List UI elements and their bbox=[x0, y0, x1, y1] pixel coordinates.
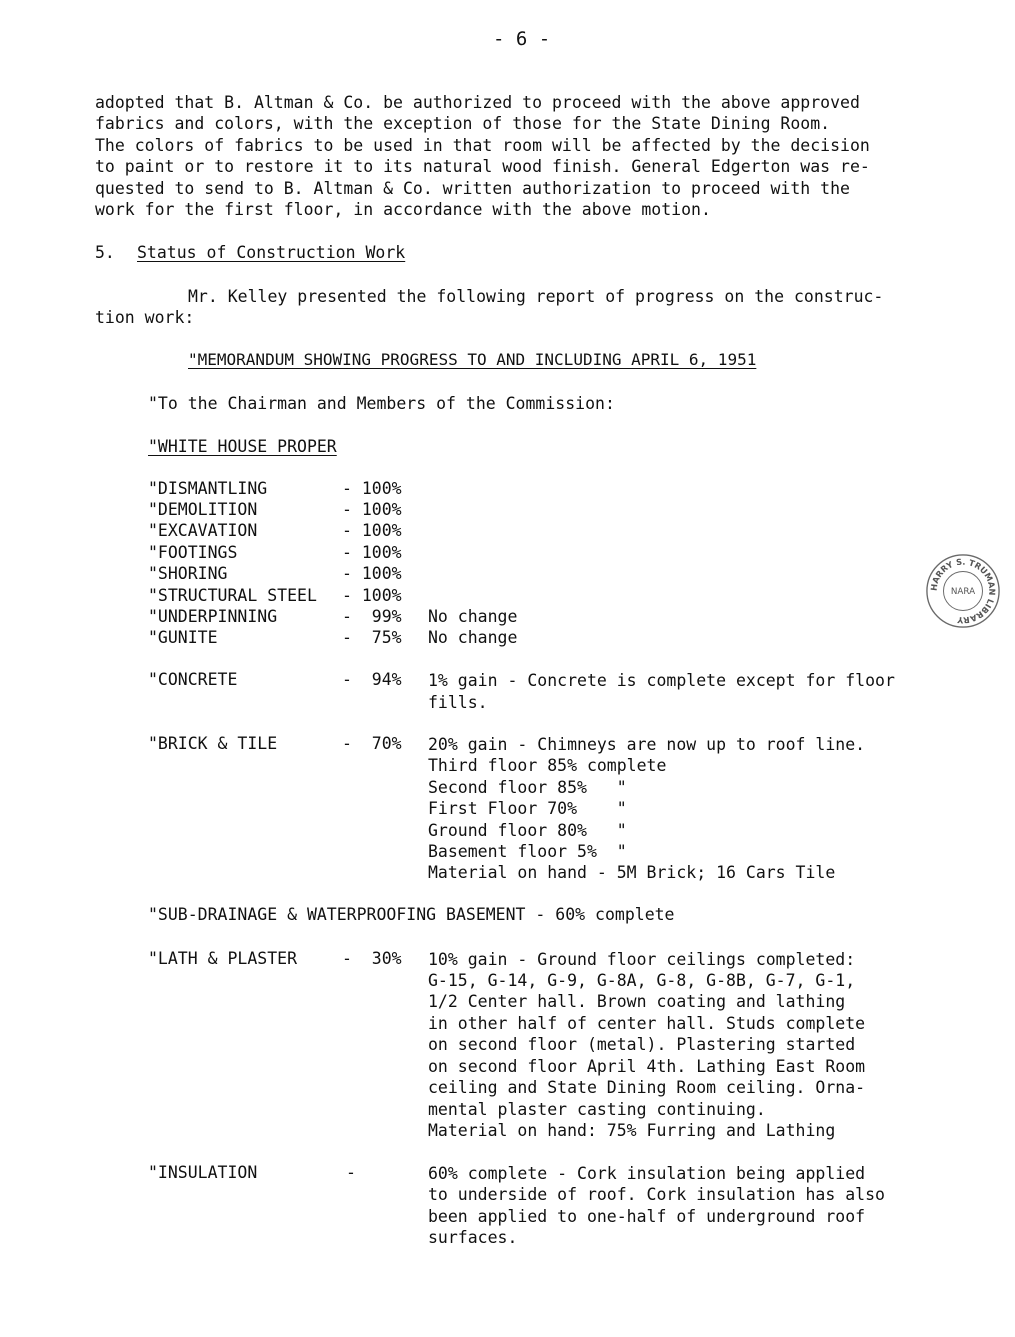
item-label: "EXCAVATION bbox=[148, 521, 258, 540]
insulation-percent: - bbox=[346, 1163, 356, 1182]
brick-note-line: 20% gain - Chimneys are now up to roof line. bbox=[428, 735, 866, 754]
brick-note-line: Second floor 85% " bbox=[428, 778, 627, 797]
lath-note-line: G-15, G-14, G-9, G-8A, G-8, G-8B, G-7, G-1, bbox=[428, 971, 856, 990]
item-percent: - 100% bbox=[342, 521, 402, 540]
salutation: "To the Chairman and Members of the Commission: bbox=[148, 394, 615, 413]
section-number: 5. bbox=[95, 243, 115, 262]
concrete-note-line: 1% gain - Concrete is complete except for floor bbox=[428, 671, 895, 690]
intro-line: work for the first floor, in accordance with the above motion. bbox=[95, 200, 711, 219]
brick-note-line: Ground floor 80% " bbox=[428, 821, 627, 840]
insulation-note-line: 60% complete - Cork insulation being applied bbox=[428, 1164, 866, 1183]
insulation-label: "INSULATION bbox=[148, 1163, 258, 1182]
stamp-ring-text: HARRY S. TRUMAN LIBRARY bbox=[928, 556, 998, 626]
insulation-note-line: been applied to one-half of underground roof bbox=[428, 1207, 866, 1226]
item-percent: - 75% bbox=[342, 628, 402, 647]
concrete-label: "CONCRETE bbox=[148, 670, 238, 689]
item-label: "SHORING bbox=[148, 564, 228, 583]
item-percent: - 100% bbox=[342, 564, 402, 583]
brick-percent: - 70% bbox=[342, 734, 402, 753]
lath-note-line: Material on hand: 75% Furring and Lathing bbox=[428, 1121, 836, 1140]
section-title: Status of Construction Work bbox=[137, 243, 406, 262]
intro-line: The colors of fabrics to be used in that room will be affected by the decision bbox=[95, 136, 870, 155]
insulation-note-line: to underside of roof. Cork insulation has also bbox=[428, 1185, 885, 1204]
item-percent: - 100% bbox=[342, 586, 402, 605]
item-label: "GUNITE bbox=[148, 628, 218, 647]
item-label: "FOOTINGS bbox=[148, 543, 238, 562]
report-intro-line: tion work: bbox=[95, 308, 195, 327]
lath-note-line: on second floor April 4th. Lathing East Room bbox=[428, 1057, 866, 1076]
lath-note-line: mental plaster casting continuing. bbox=[428, 1100, 766, 1119]
item-label: "STRUCTURAL STEEL bbox=[148, 586, 317, 605]
item-percent: - 100% bbox=[342, 479, 402, 498]
report-intro-line: Mr. Kelley presented the following report of progress on the construc- bbox=[188, 287, 884, 306]
page-number: - 6 - bbox=[493, 28, 551, 50]
intro-line: adopted that B. Altman & Co. be authorized to proceed with the above approved bbox=[95, 93, 860, 112]
lath-note-line: on second floor (metal). Plastering started bbox=[428, 1035, 856, 1054]
item-label: "UNDERPINNING bbox=[148, 607, 278, 626]
lath-label: "LATH & PLASTER bbox=[148, 949, 298, 968]
brick-note-line: Third floor 85% complete bbox=[428, 756, 667, 775]
item-note: No change bbox=[428, 607, 518, 626]
white-house-proper-heading: "WHITE HOUSE PROPER bbox=[148, 437, 337, 456]
lath-note-line: in other half of center hall. Studs complete bbox=[428, 1014, 866, 1033]
lath-percent: - 30% bbox=[342, 949, 402, 968]
library-stamp-seal bbox=[924, 552, 1002, 630]
concrete-note-line: fills. bbox=[428, 693, 488, 712]
item-percent: - 100% bbox=[342, 543, 402, 562]
intro-line: to paint or to restore it to its natural wood finish. General Edgerton was re- bbox=[95, 157, 870, 176]
lath-note-line: ceiling and State Dining Room ceiling. Orna- bbox=[428, 1078, 866, 1097]
concrete-percent: - 94% bbox=[342, 670, 402, 689]
intro-line: quested to send to B. Altman & Co. written authorization to proceed with the bbox=[95, 179, 850, 198]
lath-note-line: 1/2 Center hall. Brown coating and lathing bbox=[428, 992, 846, 1011]
brick-note-line: Material on hand - 5M Brick; 16 Cars Tile bbox=[428, 863, 836, 882]
item-percent: - 100% bbox=[342, 500, 402, 519]
insulation-note-line: surfaces. bbox=[428, 1228, 518, 1247]
brick-note-line: First Floor 70% " bbox=[428, 799, 627, 818]
item-note: No change bbox=[428, 628, 518, 647]
item-percent: - 99% bbox=[342, 607, 402, 626]
item-label: "DISMANTLING bbox=[148, 479, 268, 498]
item-label: "DEMOLITION bbox=[148, 500, 258, 519]
memo-title: "MEMORANDUM SHOWING PROGRESS TO AND INCLUDING APRIL 6, 1951 bbox=[188, 350, 757, 369]
brick-note-line: Basement floor 5% " bbox=[428, 842, 627, 861]
lath-note-line: 10% gain - Ground floor ceilings completed: bbox=[428, 950, 856, 969]
intro-line: fabrics and colors, with the exception of those for the State Dining Room. bbox=[95, 114, 831, 133]
stamp-center-text: NARA bbox=[950, 586, 976, 597]
brick-label: "BRICK & TILE bbox=[148, 734, 278, 753]
subdrainage-line: "SUB-DRAINAGE & WATERPROOFING BASEMENT - 60% complete bbox=[148, 905, 675, 924]
